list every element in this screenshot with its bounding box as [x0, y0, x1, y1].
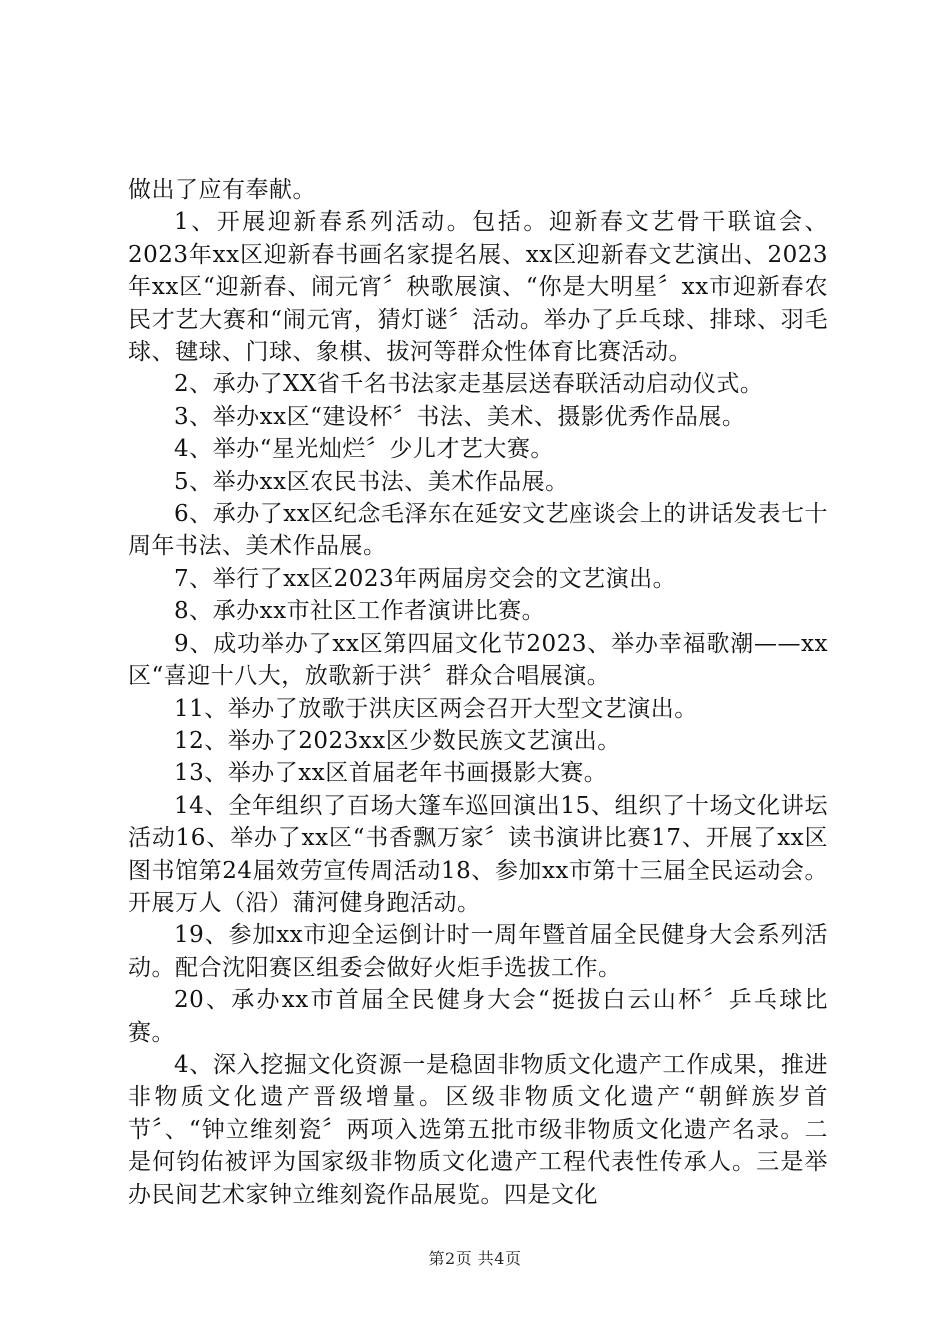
paragraph-item-3: 3、举办xx区“建设杯〞书法、美术、摄影优秀作品展。 — [174, 403, 746, 430]
paragraph-item-13: 13、举办了xx区首届老年书画摄影大赛。 — [174, 760, 608, 787]
paragraph-item-7: 7、举行了xx区2023年两届房交会的文艺演出。 — [174, 565, 677, 592]
paragraph-item-19: 19、参加xx市迎全运倒计时一周年暨首届全民健身大会系列活动。配合沈阳赛区组委会做好火炬手选拔工作。 — [128, 922, 828, 981]
document-body — [128, 174, 828, 1211]
paragraph-item-1: 1、开展迎新春系列活动。包括。迎新春文艺骨干联谊会、2023年xx区迎新春书画名家提名展、xx区迎新春文艺演出、2023年xx区“迎新春、闹元宵〞秧歌展演、“你是大明星〞xx市迎新春农民才艺大赛和“闹元宵，猜灯谜〞活动。举办了乒乓球、排球、羽毛球、毽球、门球、象棋、拔河等群众性体育比赛活动。 — [128, 209, 828, 366]
paragraph-item-8: 8、承办xx市社区工作者演讲比赛。 — [174, 598, 546, 625]
paragraph-item-2: 2、承办了XX省千名书法家走基层送春联活动启动仪式。 — [174, 371, 764, 398]
paragraph-item-5: 5、举办xx区农民书法、美术作品展。 — [174, 468, 569, 495]
paragraph-section-4: 4、深入挖掘文化资源一是稳固非物质文化遗产工作成果，推进非物质文化遗产晋级增量。区级非物质文化遗产“朝鲜族岁首节〞、“钟立维刻瓷〞两项入选第五批市级非物质文化遗产名录。二是何钧佑被评为国家级非物质文化遗产工程代表性传承人。三是举办民间艺术家钟立维刻瓷作品展览。四是文化 — [128, 1051, 828, 1208]
paragraph-item-14: 14、全年组织了百场大篷车巡回演出15、组织了十场文化讲坛活动16、举办了xx区“书香飘万家〞读书演讲比赛17、开展了xx区图书馆第24届效劳宣传周活动18、参加xx市第十三届全民运动会。开展万人（沿）蒲河健身跑活动。 — [128, 792, 828, 916]
paragraph-item-4: 4、举办“星光灿烂〞少儿才艺大赛。 — [174, 436, 554, 463]
page-number-footer: 第2页 共4页 — [428, 1249, 522, 1268]
paragraph-item-12: 12、举办了2023xx区少数民族文艺演出。 — [174, 727, 621, 754]
paragraph-item-9: 9、成功举办了xx区第四届文化节2023、举办幸福歌潮——xx区“喜迎十八大，放歌新于洪〞群众合唱展演。 — [128, 630, 828, 690]
paragraph-item-6: 6、承办了xx区纪念毛泽东在延安文艺座谈会上的讲话发表七十周年书法、美术作品展。 — [128, 501, 828, 560]
paragraph-item-11: 11、举办了放歌于洪庆区两会召开大型文艺演出。 — [174, 695, 698, 722]
paragraph-continuation: 做出了应有奉献。 — [128, 177, 316, 203]
paragraph-item-20: 20、承办xx市首届全民健身大会“挺拔白云山杯〞乒乓球比赛。 — [128, 987, 828, 1046]
